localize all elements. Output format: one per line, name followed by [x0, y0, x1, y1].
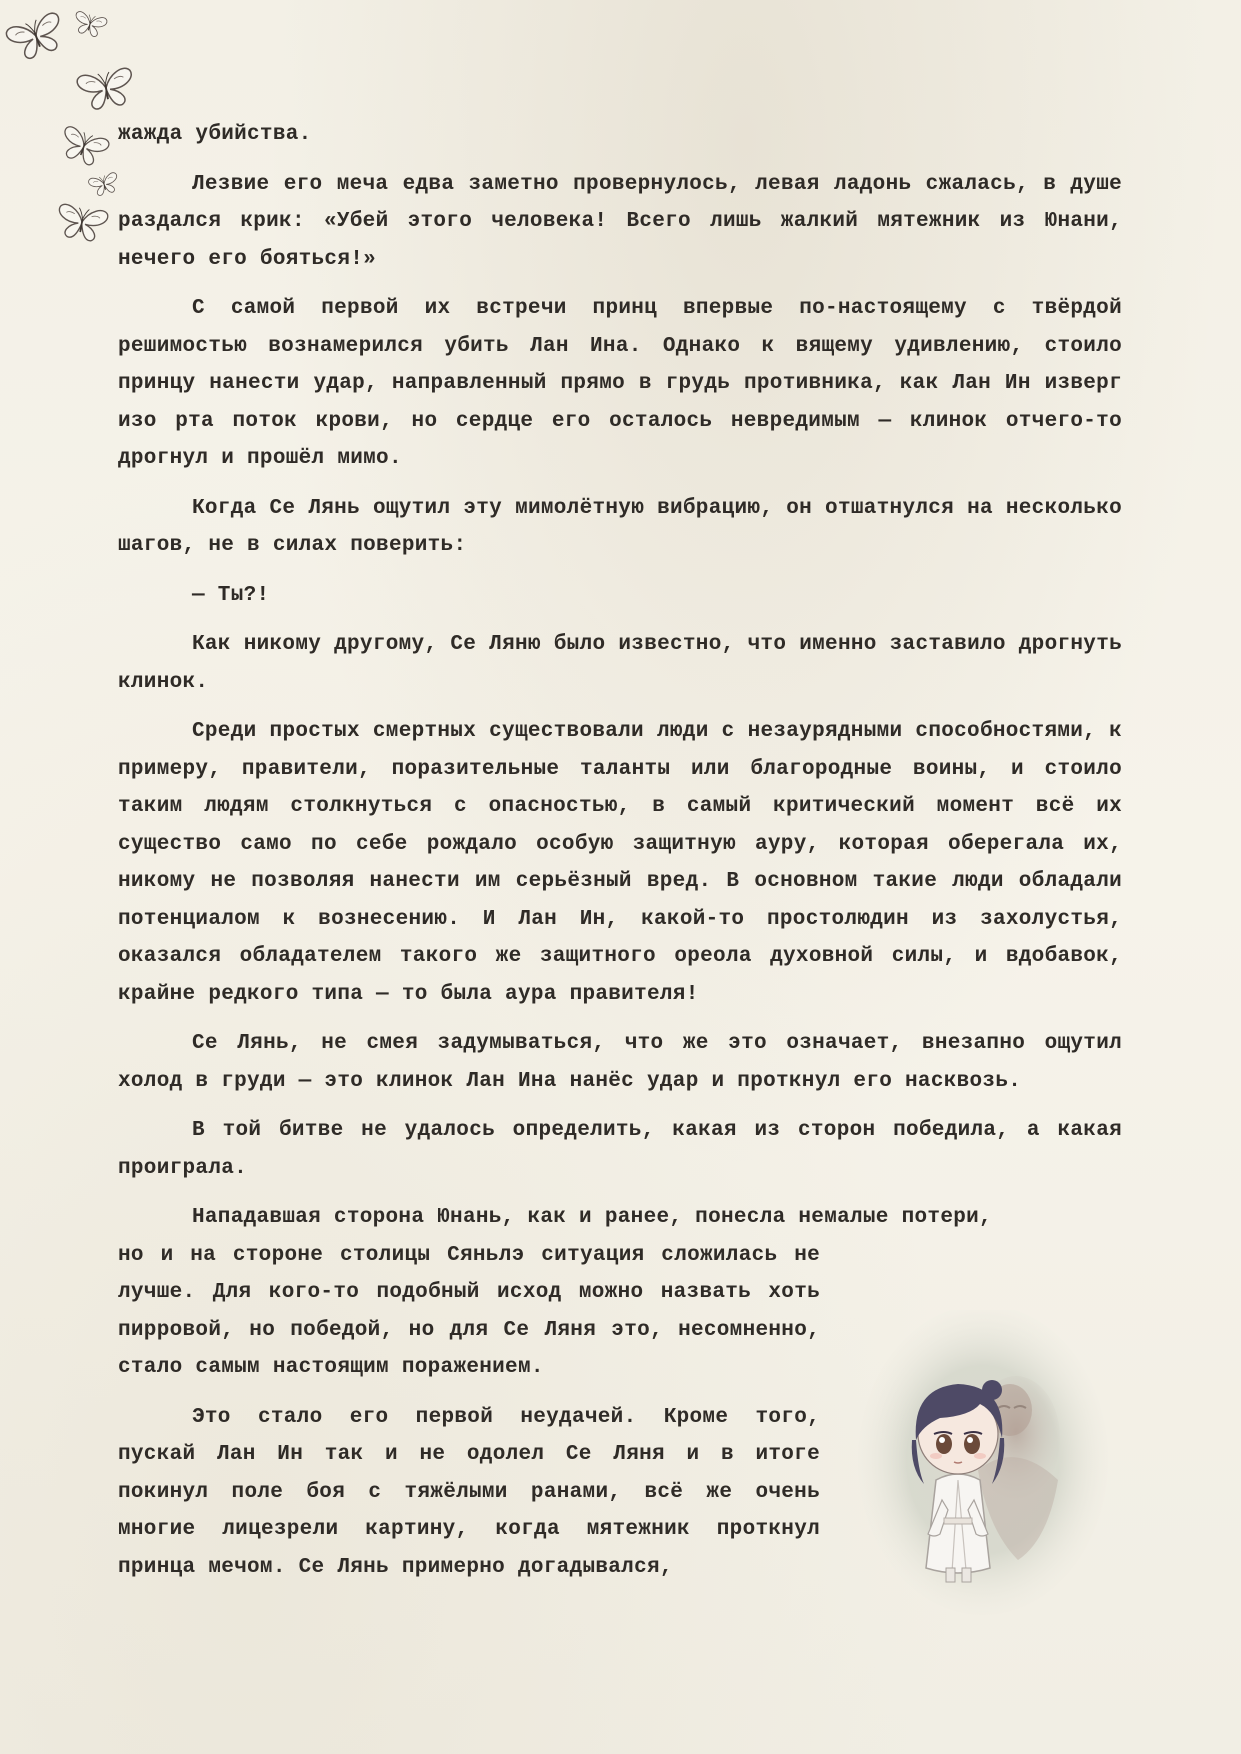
paragraph: Когда Се Лянь ощутил эту мимолётную вибрацию, он отшатнулся на несколько шагов, не в силах поверить: — [118, 496, 1122, 557]
paragraph: Лезвие его меча едва заметно провернулось, левая ладонь сжалась, в душе раздался крик: «Убей этого человека! Всего лишь жалкий мятежник из Юнани, нечего его бояться!» — [118, 172, 1122, 271]
paragraph: Нападавшая сторона Юнань, как и ранее, понесла немалые потери, — [192, 1206, 992, 1229]
paragraph: Это стало его первой неудачей. Кроме того, пускай Лан Ин так и не одолел Се Ляня и в итоге покинул поле боя с тяжёлыми ранами, всё же очень многие лицезрели картину, когда мятежник проткнул принца мечом. Се Лянь примерно догадывался, — [118, 1405, 820, 1579]
chibi-character-illustration — [858, 1310, 1108, 1620]
paragraph: В той битве не удалось определить, какая из сторон победила, а какая проиграла. — [118, 1119, 1122, 1180]
paragraph: С самой первой их встречи принц впервые по-настоящему с твёрдой решимостью вознамерился убить Лан Ина. Однако к вящему удивлению, стоило принцу нанести удар, направленный прямо в грудь противника, как Лан Ин изверг изо рта поток крови, но сердце его осталось невредимым — клинок отчего-то дрогнул и прошёл мимо. — [118, 297, 1122, 470]
paragraph: Как никому другому, Се Ляню было известно, что именно заставило дрогнуть клинок. — [118, 633, 1122, 694]
dialogue-line: — Ты?! — [192, 583, 270, 607]
paragraph-continued: но и на стороне столицы Сяньлэ ситуация сложилась не лучше. Для кого-то подобный исход можно назвать хоть пирровой, но победой, но для Се Ляня это, несомненно, стало самым настоящим поражением. — [118, 1243, 820, 1379]
paragraph: Се Лянь, не смея задумываться, что же это означает, внезапно ощутил холод в груди — это клинок Лан Ина нанёс удар и проткнул его насквозь. — [118, 1032, 1122, 1093]
paragraph: жажда убийства. — [118, 123, 312, 146]
paragraph: Среди простых смертных существовали люди с незаурядными способностями, к примеру, правители, поразительные таланты или благородные воины, и стоило таким людям столкнуться с опасностью, в самый критический момент всё их существо само по себе рождало особую защитную ауру, которая оберегала их, никому не позволяя нанести им серьёзный вред. В основном такие люди обладали потенциалом к вознесению. И Лан Ин, какой-то простолюдин из захолустья, оказался обладателем такого же защитного ореола духовной силы, и вдобавок, крайне редкого типа — то была аура правителя! — [118, 720, 1122, 1006]
